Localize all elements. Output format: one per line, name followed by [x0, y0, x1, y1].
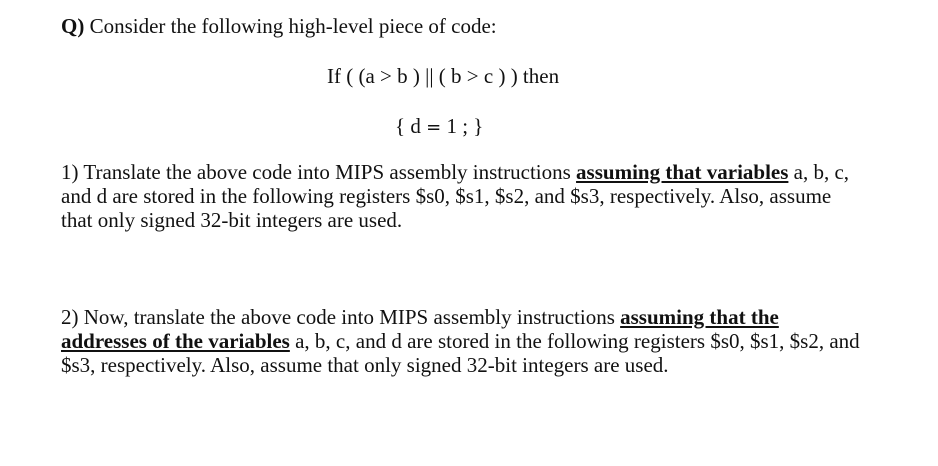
part-1-intro: 1) Translate the above code into MIPS assembly instructions	[61, 160, 577, 184]
part-1-rest: a, b, c, and d are stored in the following registers $s0, $s1, $s2, and $s3, respectively. Also, assume that only signed 32-bit integers are used.	[61, 160, 850, 232]
question-heading	[61, 14, 497, 39]
part-1-paragraph	[61, 160, 861, 232]
question-label: Q)	[61, 14, 85, 38]
part-1-emphasis: assuming that variables	[576, 160, 789, 184]
part-2-paragraph	[61, 305, 861, 377]
part-2-intro: 2) Now, translate the above code into MIPS assembly instructions	[61, 305, 621, 329]
code-body-line	[395, 114, 483, 139]
part-2-emphasis: assuming that the addresses of the variables	[61, 305, 779, 353]
question-text: Consider the following high-level piece of code:	[89, 14, 497, 38]
code-body-open: { d	[395, 114, 427, 138]
part-2-rest: a, b, c, and d are stored in the following registers $s0, $s1, $s2, and $s3, respectively. Also, assume that only signed 32-bit integers are used.	[61, 329, 860, 377]
code-body-equals: =	[426, 117, 442, 138]
code-body-close: 1 ; }	[441, 114, 484, 138]
code-condition-line: If ( (a > b ) || ( b > c ) ) then	[327, 64, 560, 88]
